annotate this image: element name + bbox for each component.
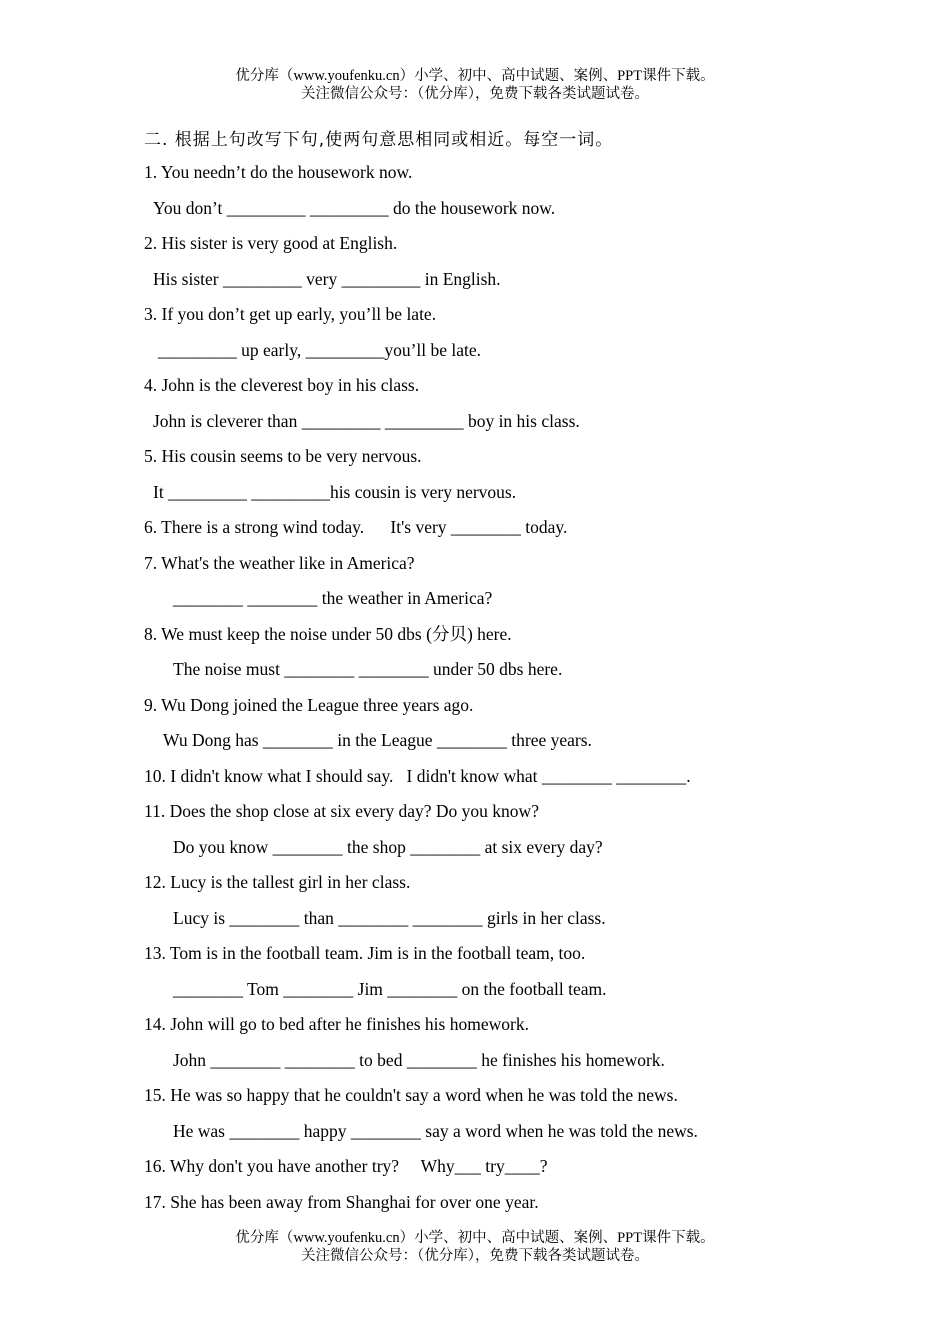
answer-line-9: Wu Dong has ________ in the League ________ three years.	[163, 730, 592, 750]
question-11: 11. Does the shop close at six every day? Do you know?	[144, 801, 539, 821]
question-1: 1. You needn’t do the housework now.	[144, 162, 413, 182]
answer-line-3: _________ up early, _________you’ll be late.	[158, 339, 482, 360]
header-line-1: 优分库（www.youfenku.cn）小学、初中、高中试题、案例、PPT课件下载。	[235, 68, 715, 84]
question-14: 14. John will go to bed after he finishes his homework.	[144, 1014, 529, 1034]
question-4: 4. John is the cleverest boy in his class.	[144, 375, 420, 395]
footer-line-1: 优分库（www.youfenku.cn）小学、初中、高中试题、案例、PPT课件下载。	[235, 1230, 715, 1246]
question-5: 5. His cousin seems to be very nervous.	[144, 446, 422, 466]
answer-line-4: John is cleverer than _________ _________ boy in his class.	[153, 410, 580, 431]
footer-line-2: 关注微信公众号：（优分库），免费下载各类试题试卷。	[301, 1248, 649, 1264]
question-10: 10. I didn't know what I should say. I didn't know what ________ ________.	[144, 765, 691, 786]
question-12: 12. Lucy is the tallest girl in her class.	[144, 872, 411, 892]
question-6: 6. There is a strong wind today. It's very ________ today.	[144, 517, 568, 537]
section-title: 二. 根据上句改写下句,使两句意思相同或相近。每空一词。	[144, 130, 614, 150]
answer-line-11: Do you know ________ the shop ________ at six every day?	[173, 836, 603, 857]
question-9: 9. Wu Dong joined the League three years ago.	[144, 694, 474, 715]
question-13: 13. Tom is in the football team. Jim is in the football team, too.	[144, 943, 586, 963]
page-footer	[0, 1229, 950, 1265]
question-8: 8. We must keep the noise under 50 dbs (分贝) here.	[144, 623, 512, 644]
answer-line-5: It _________ _________his cousin is very nervous.	[153, 481, 517, 502]
answer-line-7: ________ ________ the weather in America?	[173, 588, 493, 608]
header-line-2: 关注微信公众号：（优分库），免费下载各类试题试卷。	[301, 86, 649, 102]
exercise-body	[144, 160, 844, 1225]
answer-line-13: ________ Tom ________ Jim ________ on the football team.	[173, 978, 607, 999]
question-16: 16. Why don't you have another try? Why___ try____?	[144, 1156, 548, 1176]
question-15: 15. He was so happy that he couldn't say a word when he was told the news.	[144, 1085, 678, 1105]
answer-line-14: John ________ ________ to bed ________ he finishes his homework.	[173, 1049, 665, 1070]
answer-line-12: Lucy is ________ than ________ ________ girls in her class.	[173, 907, 606, 928]
answer-line-15: He was ________ happy ________ say a word when he was told the news.	[173, 1120, 698, 1141]
answer-line-2: His sister _________ very _________ in English.	[153, 268, 501, 289]
page-header	[0, 67, 950, 103]
question-7: 7. What's the weather like in America?	[144, 552, 415, 573]
answer-line-1: You don’t _________ _________ do the housework now.	[153, 197, 556, 218]
question-17: 17. She has been away from Shanghai for over one year.	[144, 1191, 539, 1212]
answer-line-8: The noise must ________ ________ under 50 dbs here.	[173, 659, 563, 679]
question-2: 2. His sister is very good at English.	[144, 233, 398, 253]
question-3: 3. If you don’t get up early, you’ll be late.	[144, 304, 437, 324]
